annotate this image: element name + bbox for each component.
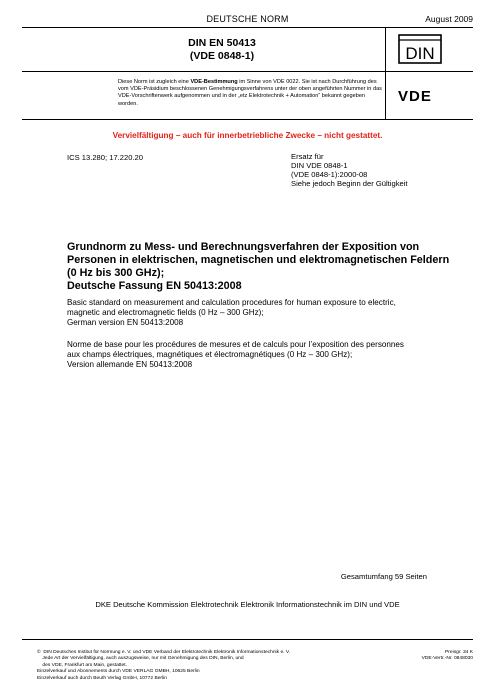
replacement-line: Ersatz für [291,152,324,161]
replacement-line: (VDE 0848-1):2000-08 [291,169,368,179]
replacement-info [291,153,408,189]
title-english-line: Basic standard on measurement and calculation procedures for human exposure to electric, [67,298,396,307]
header-rule [22,71,473,72]
logo-divider [385,27,386,119]
title-french-line: Version allemande EN 50413:2008 [67,360,193,370]
vde-notice [118,79,384,108]
replacement-line: Siehe jedoch Beginn der Gültigkeit [291,178,408,188]
replacement-line: DIN VDE 0848-1 [291,160,348,170]
ics-code: ICS 13.280; 17.220.20 [67,153,143,162]
title-french [67,340,452,371]
title-german-line: Deutsche Fassung EN 50413:2008 [67,280,242,293]
reproduction-notice: Vervielfältigung – auch für innerbetriebliche Zwecke – nicht gestattet. [112,131,383,140]
title-english-line: magnetic and electromagnetic fields (0 Hz – 300 GHz); [67,308,264,318]
title-german [67,241,450,293]
document-number [62,37,382,63]
issue-date: August 2009 [425,14,473,24]
sales-line: Einzelverkauf und Abonnements durch VDE VERLAG GMBH, 10625 Berlin [37,669,200,675]
title-english-line: German version EN 50413:2008 [67,318,184,328]
vde-notice-bold: VDE-Bestimmung [190,79,238,85]
norm-type-label: DEUTSCHE NORM [206,14,289,24]
vde-contract-number: VDE-Vertr.-Nr. 0848030 [421,656,473,662]
document-number-vde: (VDE 0848-1) [189,50,255,62]
total-pages: Gesamtumfang 59 Seiten [340,572,427,581]
footer-rule [22,639,473,640]
price-info [422,650,473,663]
vde-notice-part1: Diese Norm ist zugleich eine [118,79,191,85]
vde-notice-part2: im Sinne von VDE 0022. Sie ist nach Durchführung des vom VDE-Präsidium beschlossenen Genehmigungsverfahrens unter der oben angeführten Nummer in das VDE-Vorschriftenwerk aufgenommen und in der „etz Elektrotechnik + Automation“ bekannt gegeben worden. [118,79,382,107]
title-german-line: Personen in elektrischen, magnetischen und elektromagnetischen Feldern [67,254,450,267]
vde-logo: VDE [398,88,432,105]
title-french-line: Norme de base pour les procédures de mesures et de calculs pour l’exposition des personnes [67,340,404,349]
copyright-footer [37,650,397,682]
din-logo [398,34,442,64]
document-number-din: DIN EN 50413 [188,37,256,49]
top-rule [22,27,473,28]
copyright-line: © DIN Deutsches Institut für Normung e. V. und VDE Verband der Elektrotechnik Elektronik Informationstechnik e. V. [37,650,291,655]
title-german-line: Grundnorm zu Mess- und Berechnungsverfahren der Exposition von [67,241,420,253]
copyright-line: Jede Art der Vervielfältigung, auch auszugsweise, nur mit Genehmigung des DIN, Berlin, und [37,656,244,662]
title-english [67,298,452,329]
price-group: Preisgr. 34 K [445,650,473,655]
copyright-line: des VDE, Frankfurt am Main, gestattet. [37,662,127,668]
din-logo-text: DIN [405,44,435,63]
dke-commission: DKE Deutsche Kommission Elektrotechnik Elektronik Informationstechnik im DIN und VDE [95,600,400,609]
title-german-line: (0 Hz bis 300 GHz); [67,267,165,280]
sales-line: Einzelverkauf auch durch Beuth Verlag GmbH, 10772 Berlin [37,675,167,681]
title-french-line: aux champs électriques, magnétiques et électromagnétiques (0 Hz – 300 GHz); [67,350,353,360]
notice-rule [22,119,473,120]
